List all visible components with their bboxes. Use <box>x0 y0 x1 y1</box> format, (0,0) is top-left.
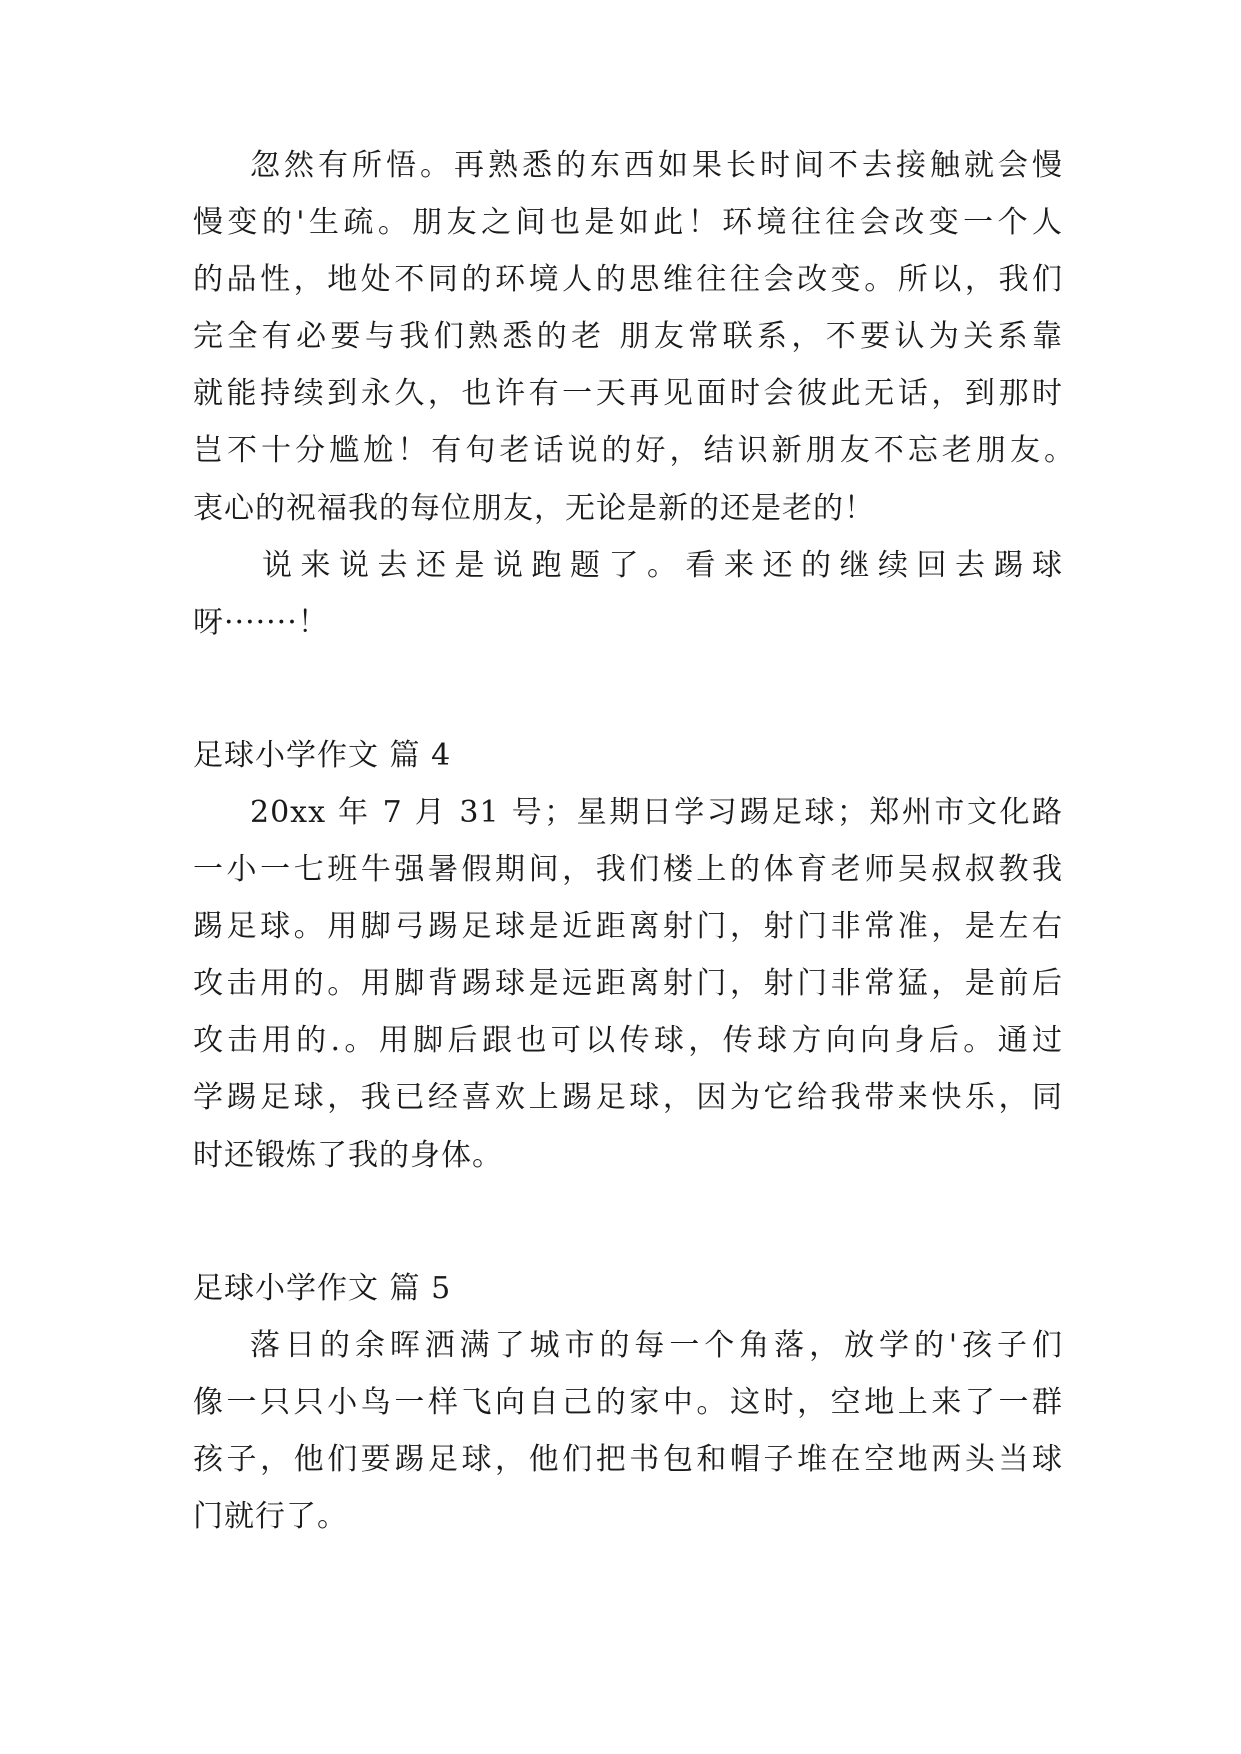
paragraph-line: 呀·······！ <box>193 605 329 640</box>
paragraph-line: 像一只只小鸟一样飞向自己的家中。这时，空地上来了一群 <box>193 1385 1063 1420</box>
paragraph-line: 说来说去还是说跑题了。看来还的继续回去踢球 <box>262 548 1063 583</box>
paragraph-line: 一小一七班牛强暑假期间，我们楼上的体育老师吴叔叔教我 <box>193 852 1063 887</box>
section-heading: 足球小学作文 篇 4 <box>193 738 452 773</box>
paragraph-line: 20xx 年 7 月 31 号；星期日学习踢足球；郑州市文化路 <box>250 795 1063 830</box>
paragraph-line: 岂不十分尴尬！有句老话说的好，结识新朋友不忘老朋友。 <box>193 433 1075 468</box>
section-heading: 足球小学作文 篇 5 <box>193 1271 452 1306</box>
paragraph-line: 孩子，他们要踢足球，他们把书包和帽子堆在空地两头当球 <box>193 1442 1063 1477</box>
paragraph-line: 门就行了。 <box>193 1499 348 1534</box>
paragraph-line: 就能持续到永久，也许有一天再见面时会彼此无话，到那时 <box>193 376 1063 411</box>
paragraph-line: 踢足球。用脚弓踢足球是近距离射门，射门非常准，是左右 <box>193 909 1063 944</box>
paragraph-line: 学踢足球，我已经喜欢上踢足球，因为它给我带来快乐，同 <box>193 1080 1063 1115</box>
paragraph-line: 的品性，地处不同的环境人的思维往往会改变。所以，我们 <box>193 262 1063 297</box>
paragraph-line: 完全有必要与我们熟悉的老 朋友常联系，不要认为关系靠 <box>193 319 1063 354</box>
paragraph-line: 慢变的'生疏。朋友之间也是如此！环境往往会改变一个人 <box>193 205 1063 240</box>
paragraph-line: 时还锻炼了我的身体。 <box>193 1138 503 1173</box>
paragraph-line: 衷心的祝福我的每位朋友，无论是新的还是老的！ <box>193 491 875 526</box>
paragraph-line: 落日的余晖洒满了城市的每一个角落，放学的'孩子们 <box>250 1328 1063 1363</box>
paragraph-line: 忽然有所悟。再熟悉的东西如果长时间不去接触就会慢 <box>250 148 1063 183</box>
paragraph-line: 攻击用的。用脚背踢球是远距离射门，射门非常猛，是前后 <box>193 966 1063 1001</box>
paragraph-line: 攻击用的.。用脚后跟也可以传球，传球方向向身后。通过 <box>193 1023 1063 1058</box>
